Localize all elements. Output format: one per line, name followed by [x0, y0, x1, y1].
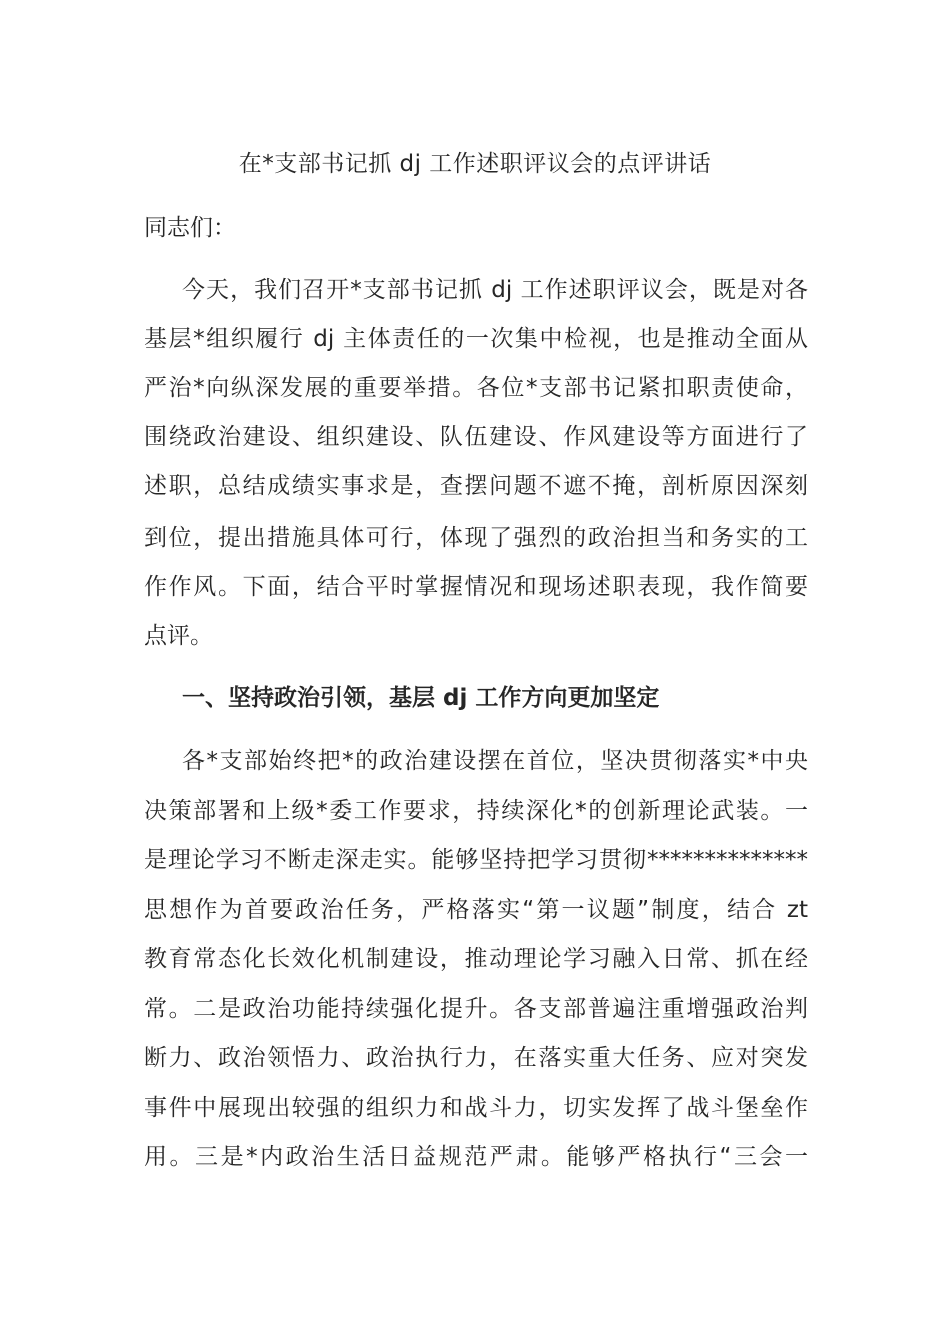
- paragraph-line: 严治*向纵深发展的重要举措。各位*支部书记紧扣职责使命，: [144, 375, 808, 401]
- paragraph-line: 述职，总结成绩实事求是，查摆问题不遮不掩，剖析原因深刻: [144, 473, 808, 499]
- paragraph-line: 教育常态化长效化机制建设，推动理论学习融入日常、抓在经: [144, 946, 808, 972]
- paragraph-line: 到位，提出措施具体可行，体现了强烈的政治担当和务实的工: [144, 525, 808, 551]
- section-heading: 一、坚持政治引领，基层 dj 工作方向更加坚定: [182, 685, 660, 711]
- paragraph-line: 决策部署和上级*委工作要求，持续深化*的创新理论武装。一: [144, 798, 808, 824]
- paragraph-line: 断力、政治领悟力、政治执行力，在落实重大任务、应对突发: [144, 1045, 808, 1071]
- paragraph-line: 事件中展现出较强的组织力和战斗力，切实发挥了战斗堡垒作: [144, 1095, 808, 1121]
- paragraph-line: 基层*组织履行 dj 主体责任的一次集中检视，也是推动全面从: [144, 326, 808, 352]
- salutation: 同志们：: [144, 215, 236, 241]
- paragraph-line: 围绕政治建设、组织建设、队伍建设、作风建设等方面进行了: [144, 424, 808, 450]
- paragraph-line: 思想作为首要政治任务，严格落实“第一议题”制度，结合 zt: [144, 897, 808, 923]
- document-title: 在*支部书记抓 dj 工作述职评议会的点评讲话: [238, 151, 712, 177]
- paragraph-line: 作作风。下面，结合平时掌握情况和现场述职表现，我作简要: [144, 574, 808, 600]
- paragraph-line: 点评。: [144, 623, 213, 649]
- paragraph-line: 是理论学习不断走深走实。能够坚持把学习贯彻**************: [144, 847, 808, 873]
- paragraph-line: 今天，我们召开*支部书记抓 dj 工作述职评议会，既是对各: [182, 277, 808, 303]
- paragraph-line: 用。三是*内政治生活日益规范严肃。能够严格执行“三会一: [144, 1144, 808, 1170]
- paragraph-line: 常。二是政治功能持续强化提升。各支部普遍注重增强政治判: [144, 996, 808, 1022]
- paragraph-line: 各*支部始终把*的政治建设摆在首位，坚决贯彻落实*中央: [182, 748, 808, 774]
